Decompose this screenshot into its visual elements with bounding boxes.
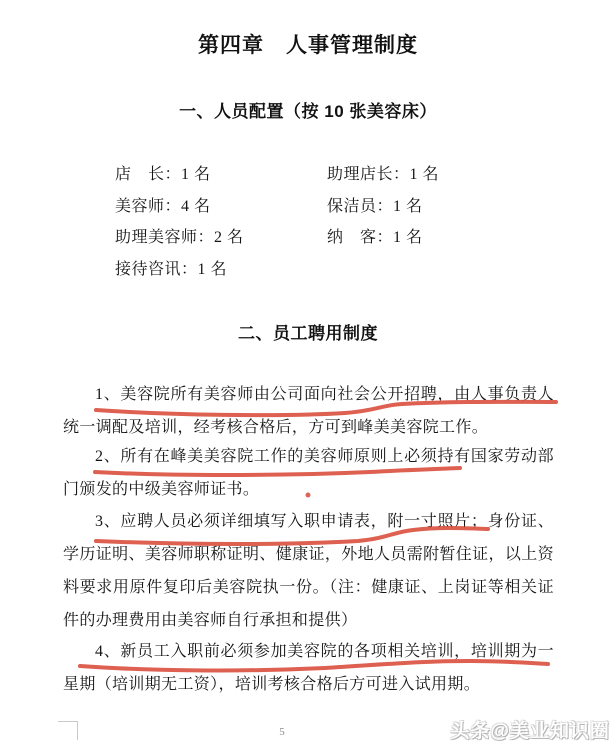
- chapter-title: 第四章 人事管理制度: [198, 34, 418, 57]
- staff-entry-cleaner: 保洁员：1 名: [327, 198, 423, 215]
- watermark-toutiao-badge: 头条@美业知识圈: [450, 721, 610, 742]
- employment-rule-2: 2、所有在峰美美容院工作的美容师原则上必须持有国家劳动部门颁发的中级美容师证书。: [63, 448, 554, 498]
- section-employment-heading: 二、员工聘用制度: [238, 324, 378, 343]
- staff-entry-reception: 接待咨讯：1 名: [115, 261, 228, 278]
- employment-rule-1: 1、美容院所有美容师由公司面向社会公开招聘，由人事负责人统一调配及培训，经考核合格后，方可到峰美美容院工作。: [63, 386, 554, 436]
- page-margin-corner-mark: [58, 721, 78, 740]
- staff-entry-beautician: 美容师：4 名: [115, 198, 211, 215]
- staff-entry-assistant-beautician: 助理美容师：2 名: [115, 229, 244, 246]
- staff-entry-assistant-manager: 助理店长：1 名: [327, 166, 440, 183]
- staff-entry-greeter: 纳 客：1 名: [327, 229, 423, 246]
- employment-rule-3: 3、应聘人员必须详细填写入职申请表，附一寸照片；身份证、学历证明、美容师职称证明、健康证，外地人员需附暂住证，以上资料要求用原件复印后美容院执一份。（注：健康证、上岗证等相关证件的办理费用由美容师自行承担和提供）: [63, 513, 554, 629]
- section-staffing-heading: 一、人员配置（按 10 张美容床）: [179, 102, 437, 121]
- page-number: 5: [279, 726, 285, 738]
- staff-entry-manager: 店 长：1 名: [115, 166, 211, 183]
- employment-rule-4: 4、新员工入职前必须参加美容院的各项相关培训，培训期为一星期（培训期无工资），培训考核合格后方可进入试用期。: [63, 643, 554, 693]
